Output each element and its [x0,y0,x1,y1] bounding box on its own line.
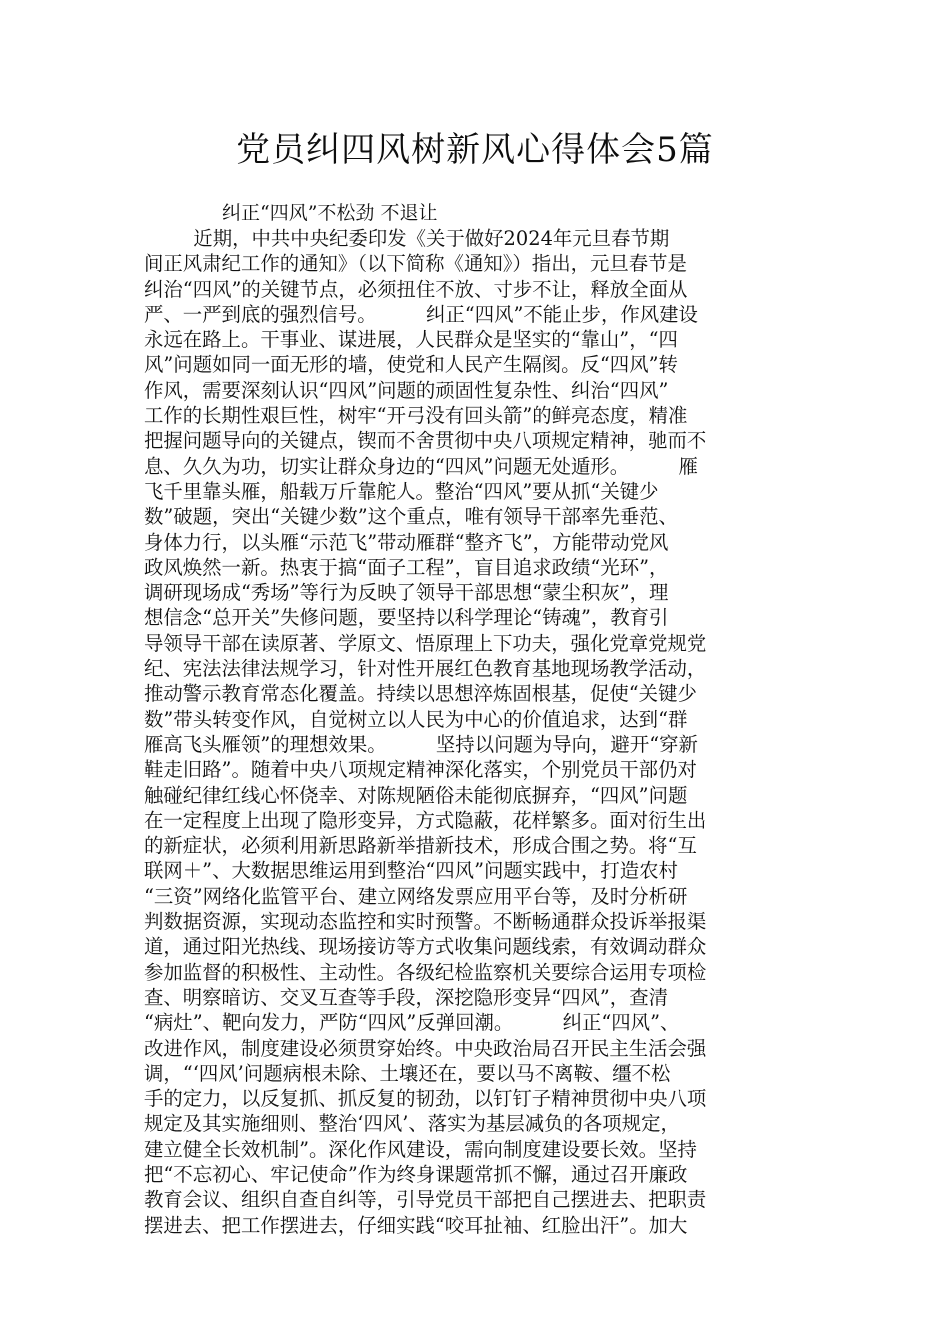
body-line: 息、久久为功，切实让群众身边的“四风”问题无处遁形。 雁 [144,454,698,478]
body-line: 的新症状，必须利用新思路新举措新技术，形成合围之势。将“互 [144,834,697,858]
body-line: “病灶”、靶向发力，严防“四风”反弹回潮。 纠正“四风”、 [144,1011,680,1035]
section-subtitle: 纠正“四风”不松劲 不退让 [222,202,438,224]
body-line: 在一定程度上出现了隐形变异，方式隐蔽，花样繁多。面对衍生出 [144,808,707,832]
body-line: 近期，中共中央纪委印发《关于做好2024年元旦春节期 [144,227,670,250]
body-line: 规定及其实施细则、整治‘四风’、落实为基层减负的各项规定， [144,1112,680,1136]
body-line: 纠治“四风”的关键节点，必须扭住不放、寸步不让，释放全面从 [144,277,688,301]
body-line: 查、明察暗访、交叉互查等手段，深挖隐形变异“四风”，查清 [144,985,668,1009]
body-line: 作风，需要深刻认识“四风”问题的顽固性复杂性、纠治“四风” [144,378,669,402]
body-line: 建立健全长效机制”。深化作风建设，需向制度建设要长效。坚持 [144,1137,697,1161]
body-line: 飞千里靠头雁，船载万斤靠舵人。整治“四风”要从抓“关键少 [144,479,659,503]
body-line: 教育会议、组织自查自纠等，引导党员干部把自己摆进去、把职责 [144,1188,707,1212]
body-line: 联网＋”、大数据思维运用到整治“四风”问题实践中，打造农村 [144,859,678,883]
body-line: 触碰纪律红线心怀侥幸、对陈规陋俗未能彻底摒弃，“四风”问题 [144,783,688,807]
body-text [144,226,810,1238]
body-line: 政风焕然一新。热衷于搞“面子工程”，盲目追求政绩“光环”， [144,555,669,579]
body-line: 把握问题导向的关键点，锲而不舍贯彻中央八项规定精神，驰而不 [144,429,707,453]
body-line: 永远在路上。干事业、谋进展，人民群众是坚实的“靠山”，“四 [144,328,678,352]
body-line: 数”破题，突出“关键少数”这个重点，唯有领导干部率先垂范、 [144,505,678,529]
document-title: 党员纠四风树新风心得体会5篇 [236,130,714,170]
body-line: 数”带头转变作风，自觉树立以人民为中心的价值追求，达到“群 [144,707,688,731]
body-line: 把“不忘初心、牢记使命”作为终身课题常抓不懈，通过召开廉政 [144,1162,688,1186]
body-line: 纪、宪法法律法规学习，针对性开展红色教育基地现场教学活动， [144,657,707,681]
body-line: 改进作风，制度建设必须贯穿始终。中央政治局召开民主生活会强 [144,1036,707,1060]
body-line: 调，“‘四风’问题病根未除、土壤还在，要以马不离鞍、缰不松 [144,1061,671,1085]
body-line: 严、一严到底的强烈信号。 纠正“四风”不能止步，作风建设 [144,302,698,326]
body-line: 判数据资源，实现动态监控和实时预警。不断畅通群众投诉举报渠 [144,910,707,934]
body-line: 想信念“总开关”失修问题，要坚持以科学理论“铸魂”，教育引 [144,606,669,630]
body-line: 推动警示教育常态化覆盖。持续以思想淬炼固根基，促使“关键少 [144,682,697,706]
body-line: 身体力行，以头雁“示范飞”带动雁群“整齐飞”，方能带动党风 [144,530,669,554]
body-line: 道，通过阳光热线、现场接访等方式收集问题线索，有效调动群众 [144,935,707,959]
body-line: 工作的长期性艰巨性，树牢“开弓没有回头箭”的鲜亮态度，精准 [144,404,688,428]
body-line: 调研现场成“秀场”等行为反映了领导干部思想“蒙尘积灰”，理 [144,581,669,605]
body-line: 手的定力，以反复抓、抓反复的韧劲，以钉钉子精神贯彻中央八项 [144,1087,707,1111]
body-line: 导领导干部在读原著、学原文、悟原理上下功夫，强化党章党规党 [144,631,707,655]
body-line: “三资”网络化监管平台、建立网络发票应用平台等，及时分析研 [144,884,688,908]
body-line: 雁高飞头雁领”的理想效果。 坚持以问题为导向，避开“穿新 [144,732,698,756]
body-line: 风”问题如同一面无形的墙，使党和人民产生隔阂。反“四风”转 [144,353,678,377]
body-line: 间正风肃纪工作的通知》（以下简称《通知》）指出，元旦春节是 [144,252,687,276]
body-line: 鞋走旧路”。随着中央八项规定精神深化落实，个别党员干部仍对 [144,758,697,782]
body-line: 摆进去、把工作摆进去，仔细实践“咬耳扯袖、红脸出汗”。加大 [144,1213,688,1237]
body-line: 参加监督的积极性、主动性。各级纪检监察机关要综合运用专项检 [144,960,707,984]
